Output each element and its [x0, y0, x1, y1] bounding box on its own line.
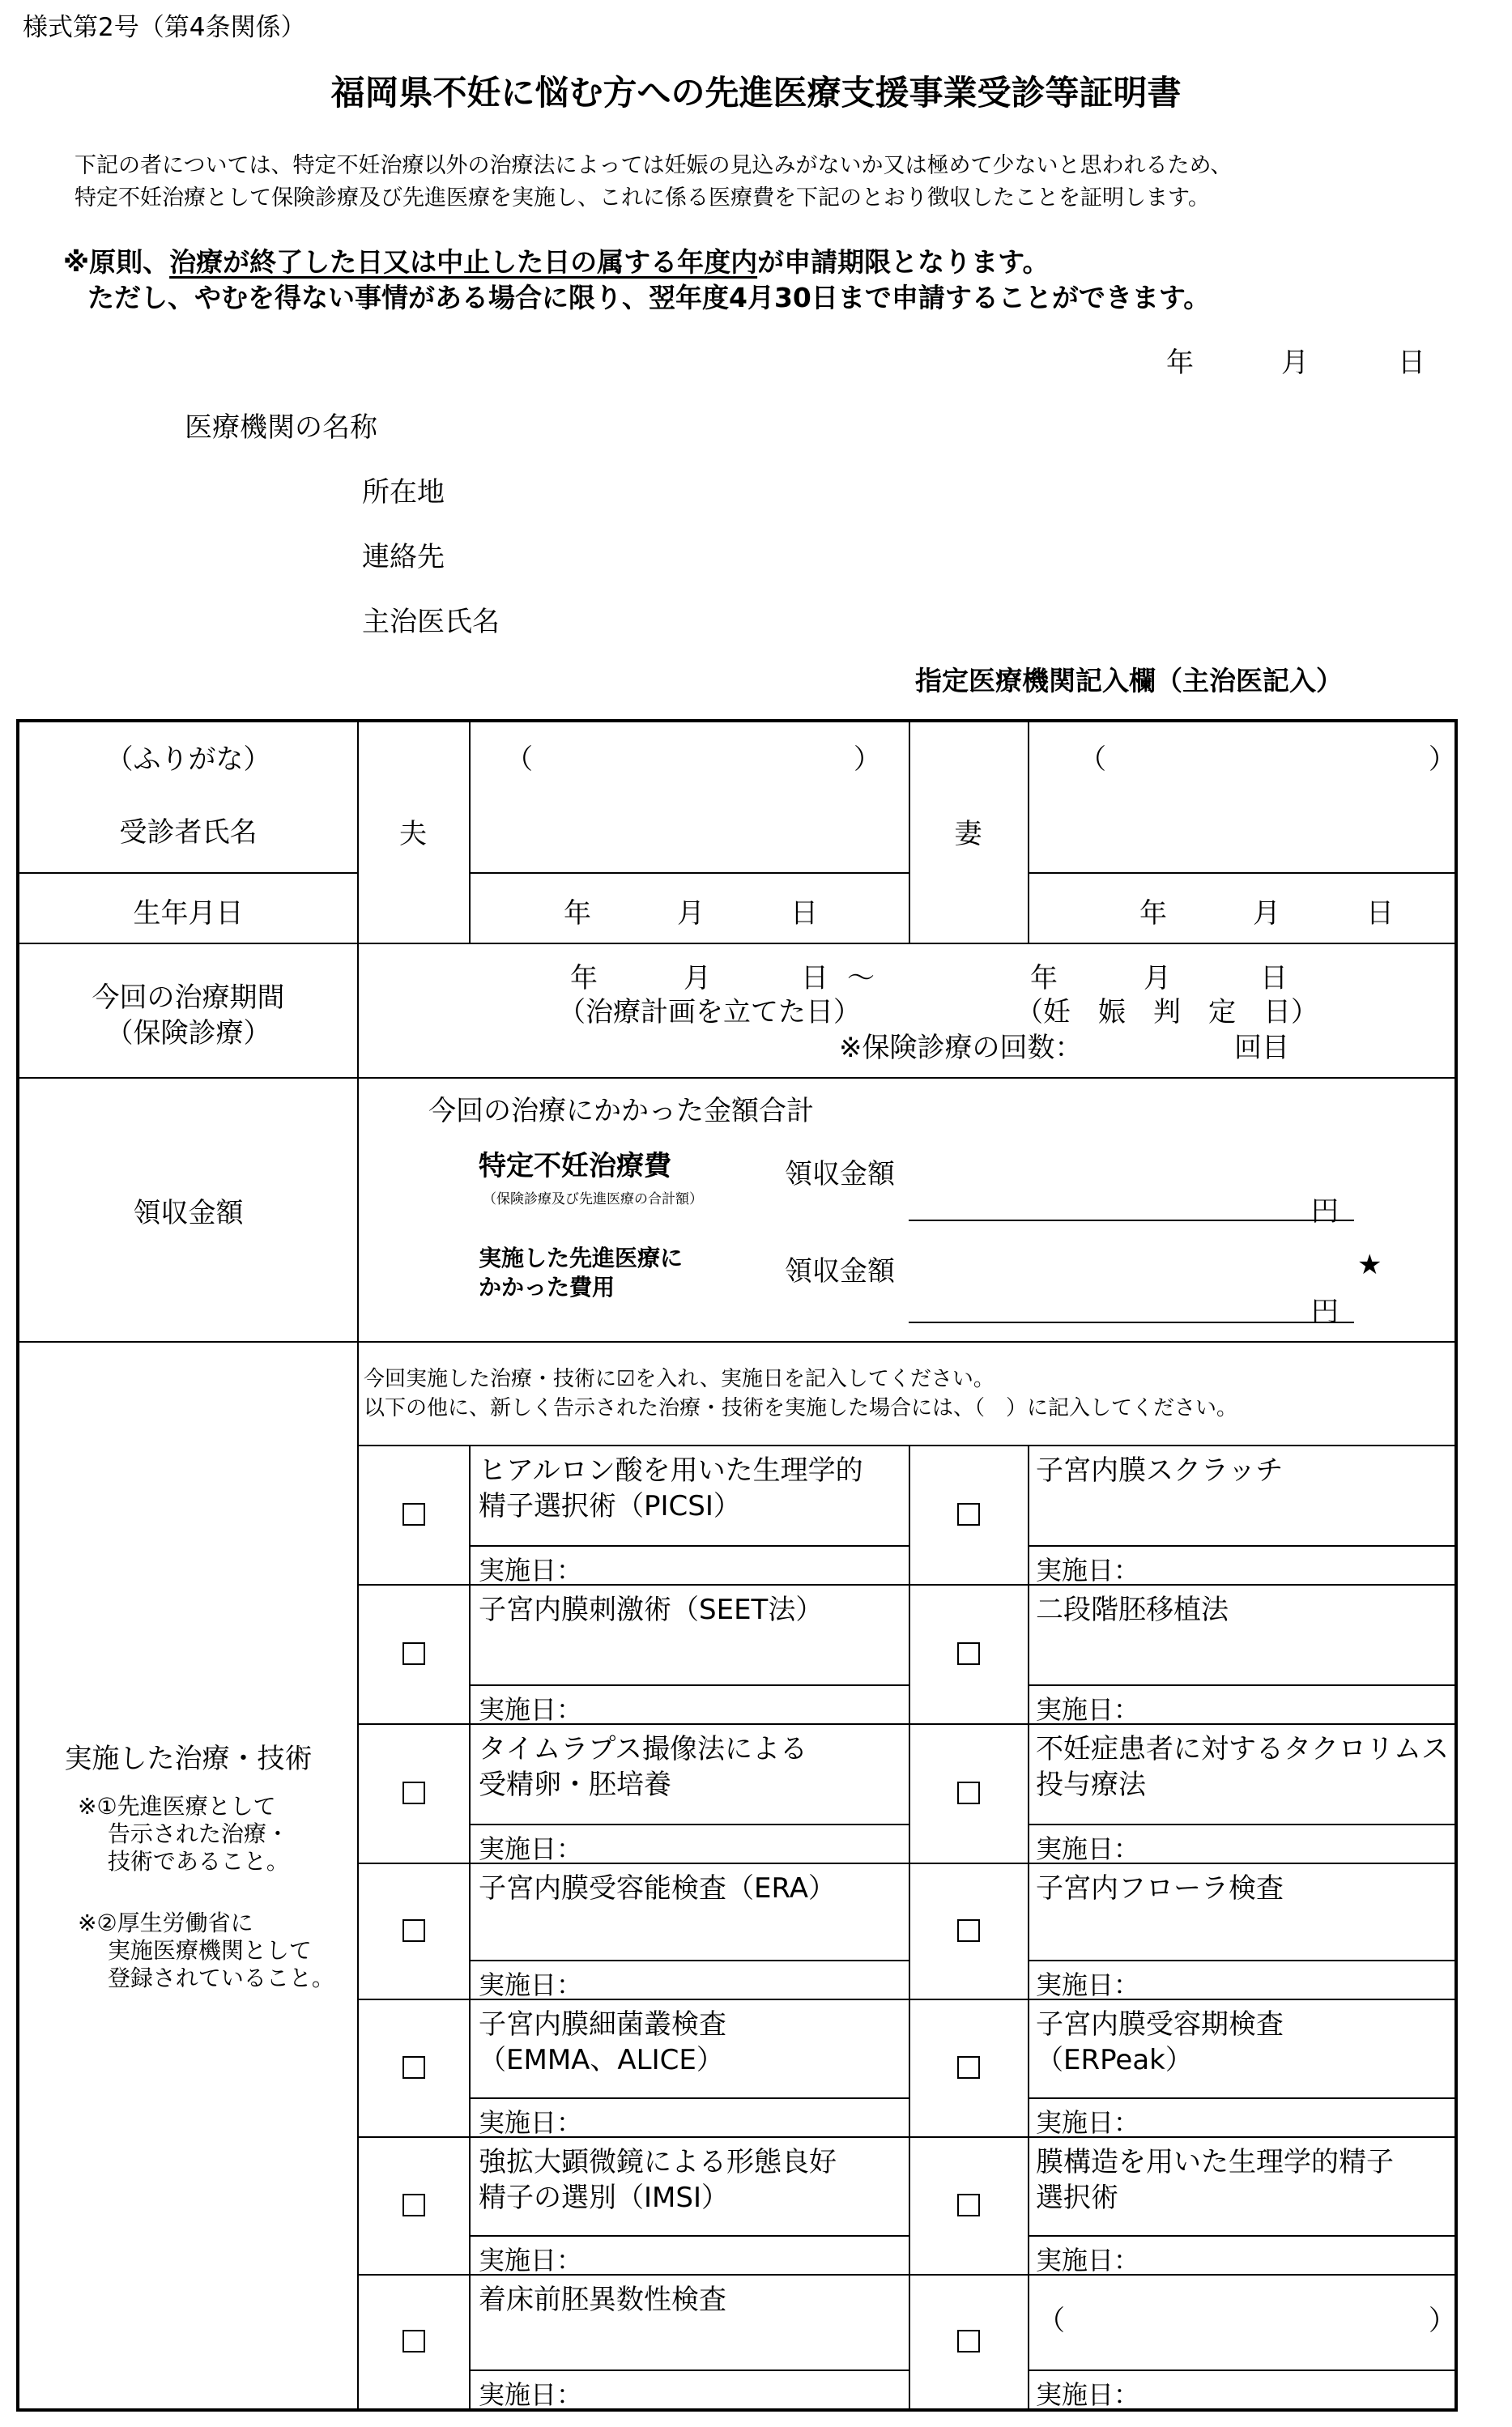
period-start-year: 年 [570, 962, 598, 994]
husband-furigana-open: （ [505, 743, 533, 776]
address-label: 所在地 [362, 476, 445, 509]
implementation-date-label: 実施日： [1036, 1694, 1140, 1725]
specific-fee-label: 特定不妊治療費 [479, 1150, 671, 1182]
implementation-date-label: 実施日： [1036, 2379, 1140, 2410]
implementation-date-label: 実施日： [479, 2379, 583, 2410]
star-icon: ★ [1357, 1249, 1382, 1281]
receipt-label: 領収金額 [133, 1197, 244, 1229]
period-end-day: 日 [1260, 962, 1288, 994]
treatment-note-1: ※①先進医療として 告示された治療・ 技術であること。 [78, 1793, 289, 1875]
wife-birth-day: 日 [1366, 897, 1394, 930]
treatment-name: 着床前胚異数性検査 [479, 2284, 726, 2316]
custom-treatment-open: （ [1037, 2305, 1065, 2337]
treatment-name: ヒアルロン酸を用いた生理学的 精子選択術（PICSI） [479, 1454, 863, 1522]
wife-label: 妻 [954, 818, 982, 850]
notice-line-2: ただし、やむを得ない事情がある場合に限り、翌年度4月30日まで申請することができます。 [87, 282, 1211, 313]
intro-line-1: 下記の者については、特定不妊治療以外の治療法によっては妊娠の見込みがないか又は極めて少ないと思われるため、 [75, 153, 1233, 178]
treatment-checkbox[interactable] [402, 2056, 425, 2079]
period-judge-note: （妊 娠 判 定 日） [1016, 996, 1318, 1028]
advanced-fee-label-1: 実施した先進医療に [479, 1245, 684, 1271]
treatment-name: 子宮内膜細菌叢検査 （EMMA、ALICE） [479, 2008, 726, 2076]
receipt-total-label: 今回の治療にかかった金額合計 [428, 1095, 814, 1127]
notice-deadline: 治療が終了した日又は中止した日の属する年度内 [169, 246, 758, 278]
treatment-checkbox[interactable] [402, 1503, 425, 1526]
implementation-date-label: 実施日： [479, 1833, 583, 1864]
period-label-2: （保険診療） [105, 1017, 271, 1050]
furigana-label: （ふりがな） [105, 743, 271, 776]
wife-birth-year: 年 [1139, 897, 1167, 930]
implementation-date-label: 実施日： [1036, 1969, 1140, 2000]
period-label-1: 今回の治療期間 [92, 981, 285, 1014]
patient-name-label: 受診者氏名 [119, 816, 258, 849]
period-start-day: 日 [801, 962, 828, 994]
institution-name-label: 医療機関の名称 [185, 411, 377, 444]
intro-line-2: 特定不妊治療として保険診療及び先進医療を実施し、これに係る医療費を下記のとおり徴収したことを証明します。 [75, 185, 1210, 211]
notice-prefix: ※原則、 [63, 246, 170, 278]
form-number: 様式第2号（第4条関係） [23, 13, 306, 42]
count-unit: 回目 [1234, 1032, 1289, 1064]
custom-treatment-close: ） [1429, 2305, 1456, 2337]
treatment-checkbox[interactable] [957, 2194, 980, 2216]
wife-birth-month: 月 [1253, 897, 1280, 930]
specific-fee-note: （保険診療及び先進医療の合計額） [483, 1191, 703, 1207]
treatment-instruction-2: 以下の他に、新しく告示された治療・技術を実施した場合には、（ ）に記入してください。 [364, 1396, 1238, 1420]
issue-day-label: 日 [1398, 347, 1425, 379]
implementation-date-label: 実施日： [479, 2107, 583, 2138]
treatment-checkbox[interactable] [402, 1642, 425, 1665]
doctor-name-label: 主治医氏名 [362, 606, 500, 638]
implementation-date-label: 実施日： [1036, 2245, 1140, 2276]
treatment-name: 強拡大顕微鏡による形態良好 精子の選別（IMSI） [479, 2146, 837, 2214]
wife-furigana-open: （ [1079, 743, 1106, 776]
document-title: 福岡県不妊に悩む方への先進医療支援事業受診等証明書 [330, 73, 1182, 113]
husband-birth-year: 年 [564, 897, 591, 930]
notice-line-1 [63, 241, 1049, 279]
husband-label: 夫 [399, 818, 427, 850]
period-plan-note: （治療計画を立てた日） [558, 996, 861, 1028]
husband-birth-month: 月 [677, 897, 705, 930]
issue-month-label: 月 [1281, 347, 1309, 379]
specific-fee-yen: 円 [1311, 1195, 1339, 1228]
implementation-date-label: 実施日： [479, 1969, 583, 2000]
treatment-instruction-1: 今回実施した治療・技術に☑を入れ、実施日を記入してください。 [364, 1367, 995, 1391]
treatment-name: 子宮内膜受容期検査 （ERPeak） [1036, 2008, 1284, 2076]
treatment-checkbox[interactable] [957, 2330, 980, 2352]
husband-furigana-close: ） [854, 743, 881, 776]
treatment-checkbox[interactable] [957, 2056, 980, 2079]
advanced-fee-label-2: かかった費用 [479, 1274, 615, 1301]
advanced-fee-amount-label: 領収金額 [785, 1255, 895, 1288]
treatment-label: 実施した治療・技術 [64, 1743, 313, 1775]
treatment-checkbox[interactable] [957, 1503, 980, 1526]
treatment-name: 不妊症患者に対するタクロリムス 投与療法 [1036, 1733, 1449, 1801]
treatment-name: 膜構造を用いた生理学的精子 選択術 [1036, 2146, 1394, 2214]
implementation-date-label: 実施日： [479, 2245, 583, 2276]
implementation-date-label: 実施日： [479, 1694, 583, 1725]
treatment-name: 子宮内膜スクラッチ [1036, 1454, 1284, 1487]
treatment-name: タイムラプス撮像法による 受精卵・胚培養 [479, 1733, 807, 1801]
insurance-count-label: ※保険診療の回数： [839, 1032, 1083, 1064]
husband-birth-day: 日 [790, 897, 818, 930]
treatment-name: 二段階胚移植法 [1036, 1594, 1229, 1626]
period-end-month: 月 [1144, 962, 1171, 994]
notice-suffix: が申請期限となります。 [757, 246, 1050, 278]
entry-instruction: 指定医療機関記入欄（主治医記入） [915, 665, 1343, 696]
certificate-table [16, 719, 1458, 2412]
wife-furigana-close: ） [1429, 743, 1456, 776]
period-end-year: 年 [1030, 962, 1058, 994]
contact-label: 連絡先 [362, 541, 445, 573]
issue-year-label: 年 [1166, 347, 1194, 379]
implementation-date-label: 実施日： [1036, 2107, 1140, 2138]
treatment-checkbox[interactable] [402, 1919, 425, 1942]
implementation-date-label: 実施日： [1036, 1833, 1140, 1864]
treatment-checkbox[interactable] [402, 2330, 425, 2352]
period-start-month: 月 [684, 962, 711, 994]
treatment-checkbox[interactable] [402, 2194, 425, 2216]
implementation-date-label: 実施日： [479, 1555, 583, 1586]
treatment-name: 子宮内フローラ検査 [1036, 1872, 1284, 1905]
treatment-note-2: ※②厚生労働省に 実施医療機関として 登録されていること。 [78, 1910, 334, 1991]
period-tilde: ～ [847, 962, 875, 994]
specific-fee-amount-label: 領収金額 [785, 1158, 895, 1190]
treatment-name: 子宮内膜受容能検査（ERA） [479, 1872, 836, 1905]
treatment-checkbox[interactable] [402, 1782, 425, 1804]
implementation-date-label: 実施日： [1036, 1555, 1140, 1586]
treatment-name: 子宮内膜刺激術（SEET法） [479, 1594, 824, 1626]
treatment-checkbox[interactable] [957, 1919, 980, 1942]
treatment-checkbox[interactable] [957, 1782, 980, 1804]
treatment-checkbox[interactable] [957, 1642, 980, 1665]
birthdate-label: 生年月日 [133, 897, 244, 930]
advanced-fee-yen: 円 [1311, 1296, 1339, 1328]
